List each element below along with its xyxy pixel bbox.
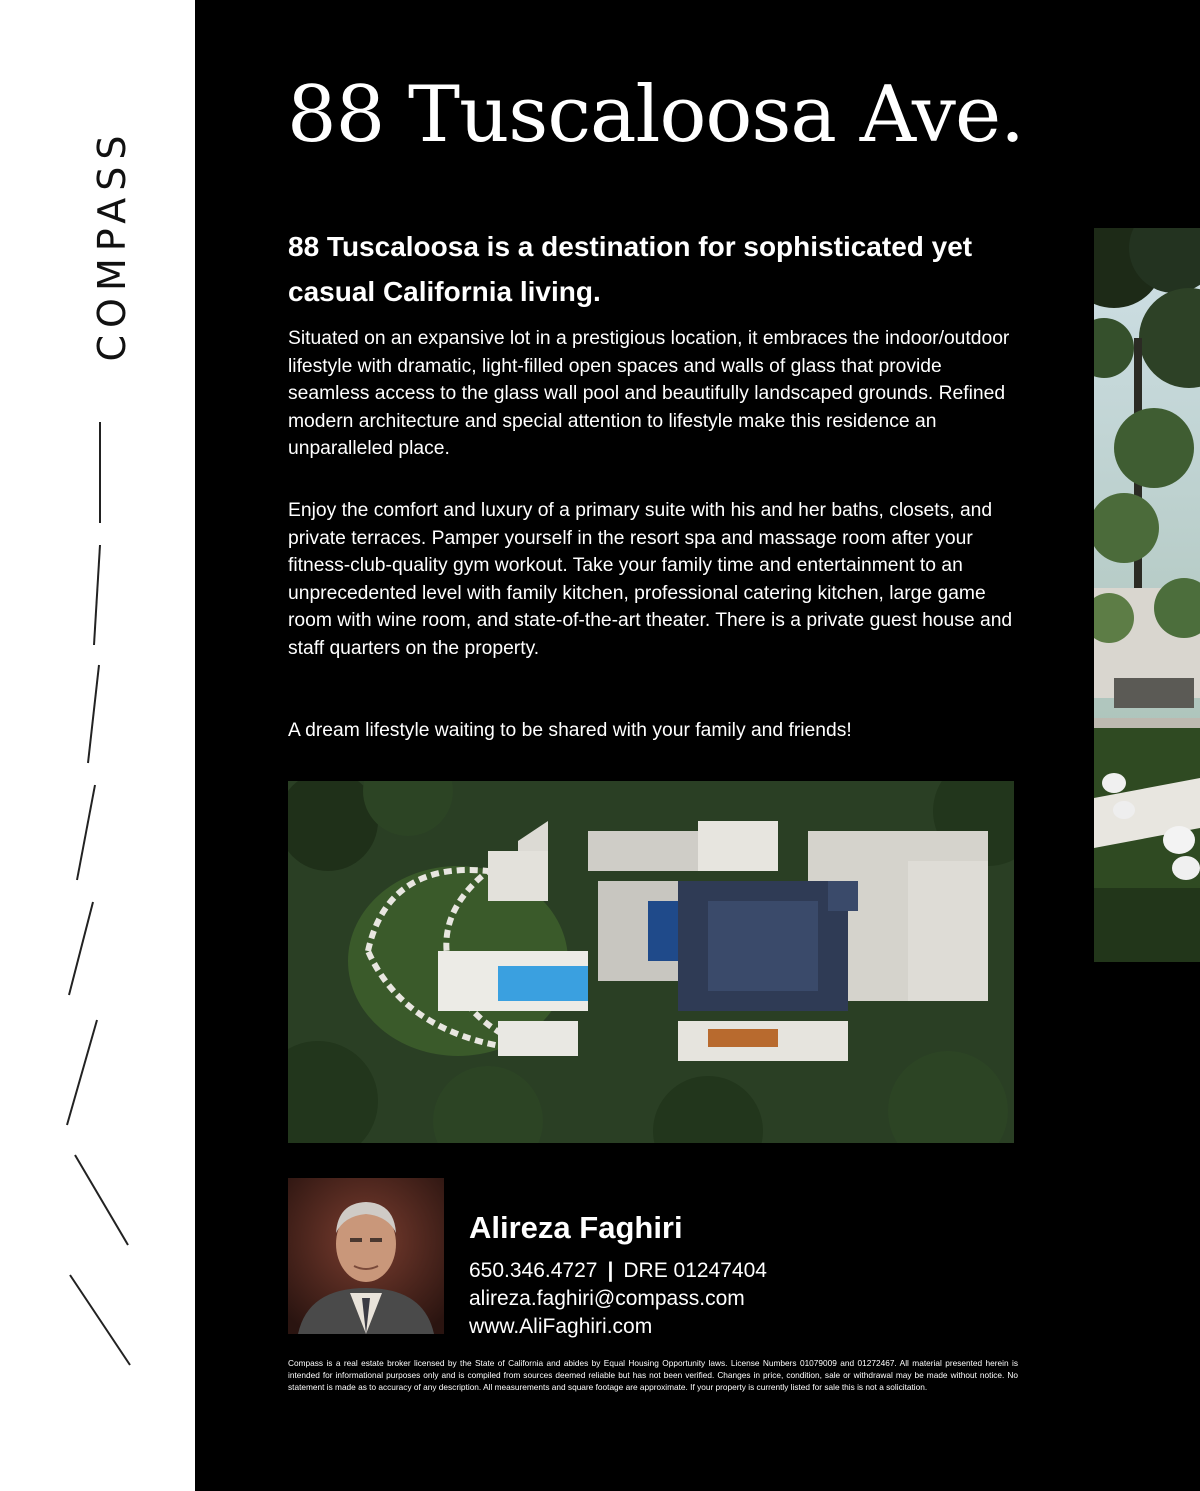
- sidebar: [0, 0, 195, 1491]
- agent-website[interactable]: www.AliFaghiri.com: [469, 1315, 653, 1338]
- agent-license: DRE 01247404: [623, 1259, 767, 1282]
- garden-photo: [1094, 228, 1200, 962]
- agent-phone[interactable]: 650.346.4727: [469, 1259, 598, 1282]
- agent-name: Alireza Faghiri: [469, 1210, 683, 1245]
- agent-contact-line: [469, 1259, 767, 1283]
- listing-title: 88 Tuscaloosa Ave.: [287, 70, 1024, 160]
- legal-disclaimer: Compass is a real estate broker licensed by the State of California and abides by Equal Housing Opportunity laws. License Numbers 01079009 and 01272467. All material presented herein is intended for informational purposes only and is compiled from sources deemed reliable but has not been verified. Changes in price, condition, sale or withdrawal may be made without notice. No statement is made as to accuracy of any description. All measurements and square footage are approximate. If your property is currently listed for sale this is not a solicitation.: [288, 1358, 1018, 1393]
- listing-subtitle: 88 Tuscaloosa is a destination for sophisticated yet casual California living.: [288, 231, 973, 307]
- description-paragraph-3: A dream lifestyle waiting to be shared with your family and friends!: [288, 720, 852, 741]
- decorative-slashes: [0, 380, 195, 1380]
- description-paragraph-1: Situated on an expansive lot in a prestigious location, it embraces the indoor/outdoor lifestyle with dramatic, light-filled open spaces and walls of glass that provide seamless access to the glass wall pool and beautifully landscaped grounds. Refined modern architecture and special attention to lifestyle make this residence an unparalleled place.: [288, 328, 1010, 459]
- agent-email[interactable]: alireza.faghiri@compass.com: [469, 1287, 745, 1310]
- compass-logo: COMPASS: [90, 128, 134, 362]
- agent-portrait: [288, 1178, 444, 1334]
- aerial-site-photo: [288, 781, 1014, 1143]
- separator: |: [607, 1259, 614, 1282]
- description-paragraph-2: Enjoy the comfort and luxury of a primary suite with his and her baths, closets, and private terraces. Pamper yourself in the resort spa and massage room after your fitness-club-quality gym workout. Take your family time and entertainment to an unprecedented level with family kitchen, professional catering kitchen, large game room with wine room, and state-of-the-art theater. There is a private guest house and staff quarters on the property.: [288, 500, 1013, 659]
